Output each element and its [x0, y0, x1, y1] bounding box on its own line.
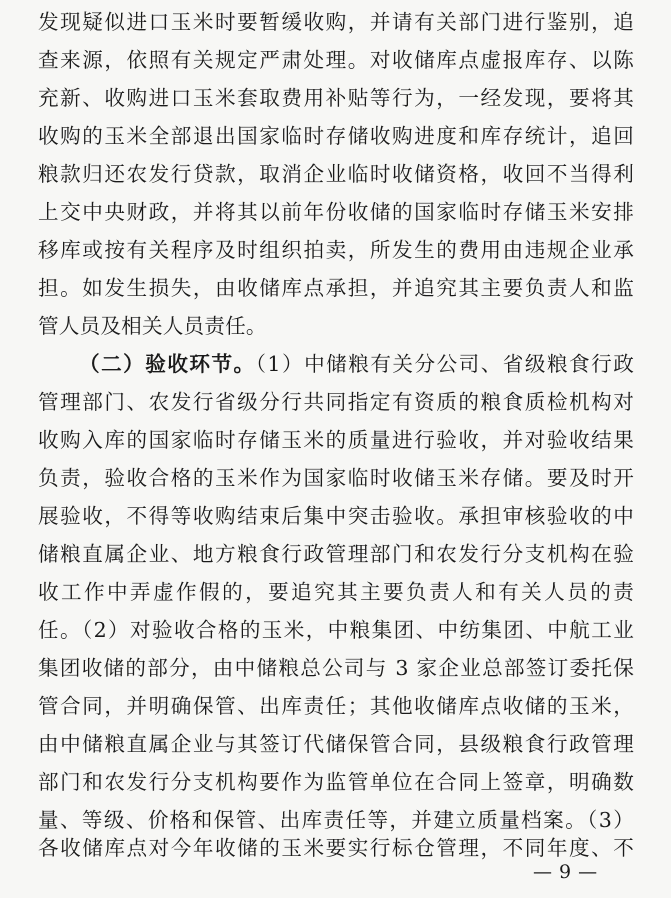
body-text-line: 储粮直属企业、地方粮食行政管理部门和农发行分支机构在验 [38, 542, 634, 566]
section-heading: （二）验收环节。 [79, 352, 256, 376]
body-text-line: 收购入库的国家临时存储玉米的质量进行验收，并对验收结果 [38, 428, 634, 452]
body-text-line: 移库或按有关程序及时组织拍卖，所发生的费用由违规企业承 [38, 238, 634, 262]
body-text-line: 管理部门、农发行省级分行共同指定有资质的粮食质检机构对 [38, 390, 634, 414]
body-text-line: 集团收储的部分，由中储粮总公司与 3 家企业总部签订委托保 [38, 656, 634, 680]
section-first-line-text: （1）中储粮有关分公司、省级粮食行政 [255, 352, 634, 376]
body-text-line: 担。如发生损失，由收储库点承担，并追究其主要负责人和监 [38, 276, 634, 300]
body-text-line: 管人员及相关人员责任。 [38, 314, 267, 338]
body-text-line: 管合同，并明确保管、出库责任；其他收储库点收储的玉米， [38, 694, 634, 718]
page-number: — 9 — [533, 861, 598, 883]
body-text-line: 由中储粮直属企业与其签订代储保管合同，县级粮食行政管理 [38, 732, 634, 756]
body-text-line: 展验收，不得等收购结束后集中突击验收。承担审核验收的中 [38, 504, 634, 528]
body-text-line: 上交中央财政，并将其以前年份收储的国家临时存储玉米安排 [38, 200, 634, 224]
body-text-line: 粮款归还农发行贷款，取消企业临时收储资格，收回不当得利 [38, 162, 634, 186]
body-text-line: 任。（2）对验收合格的玉米，中粮集团、中纺集团、中航工业 [38, 618, 634, 642]
body-text-line: 各收储库点对今年收储的玉米要实行标仓管理，不同年度、不 [38, 836, 634, 860]
body-text-line: 收购的玉米全部退出国家临时存储收购进度和库存统计，追回 [38, 124, 634, 148]
body-text-line: 查来源，依照有关规定严肃处理。对收储库点虚报库存、以陈 [38, 48, 634, 72]
section-first-line [79, 347, 634, 381]
body-text-line: 量、等级、价格和保管、出库责任等，并建立质量档案。（3） [38, 808, 634, 832]
body-text-line: 负责，验收合格的玉米作为国家临时收储玉米存储。要及时开 [38, 466, 634, 490]
body-text-line: 发现疑似进口玉米时要暂缓收购，并请有关部门进行鉴别，追 [38, 10, 634, 34]
body-text-line: 部门和农发行分支机构要作为监管单位在合同上签章，明确数 [38, 770, 634, 794]
body-text-line: 收工作中弄虚作假的，要追究其主要负责人和有关人员的责 [38, 580, 634, 604]
body-text-line: 充新、收购进口玉米套取费用补贴等行为，一经发现，要将其 [38, 86, 634, 110]
